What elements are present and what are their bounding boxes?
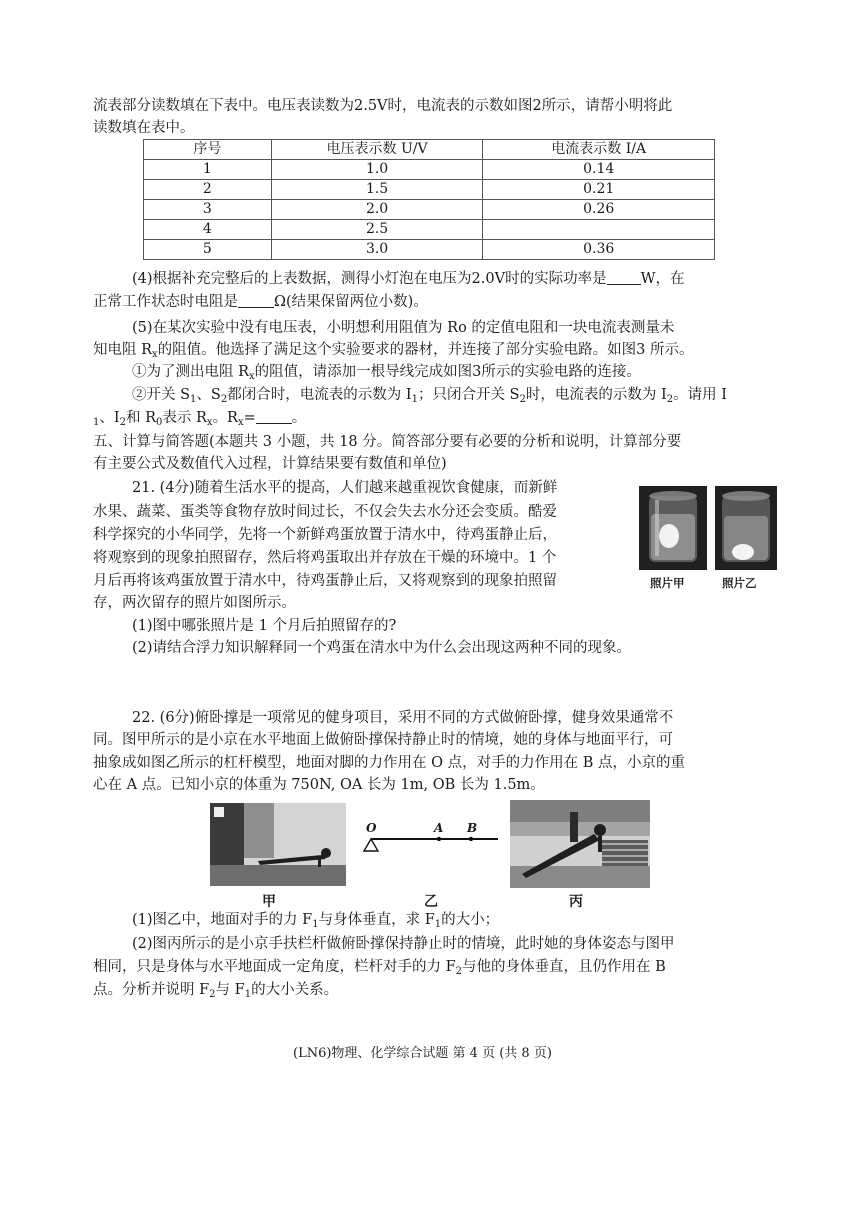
table-cell: 0.14 <box>483 160 715 180</box>
q5-text: ①为了测出电阻 R <box>132 364 250 380</box>
q22-sub-2-line-2 <box>93 957 666 977</box>
q22-line-4: 心在 A 点。已知小京的体重为 750N, OA 长为 1m, OB 长为 1.5m。 <box>93 777 545 793</box>
q22-text: 点。分析并说明 F <box>93 982 210 998</box>
photo-a-caption: 照片甲 <box>650 576 685 590</box>
q5-line-1: (5)在某次实验中没有电压表，小明想利用阻值为 Ro 的定值电阻和一块电流表测量未 <box>132 320 675 336</box>
subscript: 2 <box>519 394 526 405</box>
q22-line-2: 同。图甲所示的是小京在水平地面上做俯卧撑保持静止时的情境，她的身体与地面平行，可 <box>93 732 673 748</box>
subscript: 0 <box>156 417 163 428</box>
q21-sub-2: (2)请结合浮力知识解释同一个鸡蛋在清水中为什么会出现这两种不同的现象。 <box>132 640 632 656</box>
table-cell: 1.0 <box>271 160 483 180</box>
q21-line-5: 月后再将该鸡蛋放置于清水中，待鸡蛋静止后，又将观察到的现象拍照留 <box>93 573 557 589</box>
table-cell: 5 <box>144 240 272 260</box>
pushup-floor-icon <box>210 803 346 886</box>
q5-text: = <box>243 410 256 426</box>
q5-text: 。R <box>212 410 238 426</box>
pushup-rail-icon <box>510 800 650 888</box>
q5-text: 都闭合时，电流表的示数为 I <box>227 387 412 403</box>
q5-text: 的阻值。他选择了满足这个实验要求的器材，并连接了部分实验电路。如图3 所示。 <box>157 342 694 358</box>
q5-line-3 <box>132 362 641 382</box>
answer-blank[interactable] <box>256 409 292 424</box>
q21-line-1: 21. (4分)随着生活水平的提高，人们越来越重视饮食健康，而新鲜 <box>132 480 558 496</box>
figure-jia-caption: 甲 <box>262 894 276 910</box>
section-5-heading-2: 有主要公式及数值代入过程，计算结果要有数值和单位) <box>93 456 447 472</box>
subscript: 1 <box>411 394 418 405</box>
table-header-row <box>144 140 715 160</box>
q5-line-5 <box>93 408 306 428</box>
table-row <box>144 200 715 220</box>
table-header: 电流表示数 I/A <box>483 140 715 160</box>
subscript: x <box>249 371 255 382</box>
figure-bing-caption: 丙 <box>569 894 583 910</box>
q5-text: ；只闭合开关 S <box>417 387 520 403</box>
q5-text: 、I <box>99 410 120 426</box>
table-cell: 3 <box>144 200 272 220</box>
q22-line-1: 22. (6分)俯卧撑是一项常见的健身项目，采用不同的方式做俯卧撑，健身效果通常不 <box>132 710 674 726</box>
subscript: 1 <box>244 989 252 1000</box>
table-cell: 0.36 <box>483 240 715 260</box>
q5-text: 。请用 I <box>673 387 727 403</box>
table-cell: 1 <box>144 160 272 180</box>
table-row <box>144 220 715 240</box>
photo-b-caption: 照片乙 <box>722 576 757 590</box>
table-cell-empty[interactable] <box>483 220 715 240</box>
q22-text: 与 F <box>215 982 245 998</box>
q21-line-3: 科学探究的小华同学，先将一个新鲜鸡蛋放置于清水中，待鸡蛋静止后， <box>93 527 557 543</box>
q5-text: 。 <box>291 410 307 426</box>
q5-text: 表示 R <box>162 410 207 426</box>
answer-blank[interactable] <box>607 270 641 285</box>
q22-text: 的大小； <box>441 912 500 928</box>
q5-text: 时，电流表的示数为 I <box>525 387 667 403</box>
q5-text: 和 R <box>125 410 157 426</box>
q4-text: Ω(结果保留两位小数)。 <box>274 294 428 310</box>
q5-line-2 <box>93 340 694 360</box>
pushup-rail-photo <box>510 800 650 888</box>
table-header: 电压表示数 U/V <box>271 140 483 160</box>
q22-text: 相同，只是身体与水平地面成一定角度，栏杆对手的力 F <box>93 959 456 975</box>
subscript: x <box>206 417 213 428</box>
q4-line-1 <box>132 269 684 289</box>
table-cell: 1.5 <box>271 180 483 200</box>
subscript: x <box>152 349 158 360</box>
lever-model-diagram <box>360 818 500 868</box>
egg-photo-b <box>715 486 777 570</box>
q21-line-2: 水果、蔬菜、蛋类等食物存放时间过长，不仅会失去水分还会变质。酷爱 <box>93 504 557 520</box>
q5-text: 、S <box>196 387 221 403</box>
q5-text: 的阻值，请添加一根导线完成如图3所示的实验电路的连接。 <box>254 364 641 380</box>
q21-sub-1: (1)图中哪张照片是 1 个月后拍照留存的? <box>132 618 397 634</box>
egg-photo-a <box>639 486 707 570</box>
table-cell: 2.0 <box>271 200 483 220</box>
point-a-label: A <box>434 821 444 835</box>
subscript: 1 <box>190 394 197 405</box>
table-cell: 0.21 <box>483 180 715 200</box>
subscript: 2 <box>666 394 674 405</box>
subscript: x <box>237 417 244 428</box>
subscript: 1 <box>312 919 319 930</box>
table-row <box>144 180 715 200</box>
q4-text: 正常工作状态时电阻是 <box>93 294 238 310</box>
q5-line-4 <box>132 385 727 405</box>
q22-text: 与身体垂直，求 F <box>318 912 435 928</box>
table-cell: 0.26 <box>483 200 715 220</box>
table-row <box>144 240 715 260</box>
egg-floating-glass-icon <box>639 486 707 570</box>
q21-line-6: 存，两次留存的照片如图所示。 <box>93 595 296 611</box>
q22-sub-1 <box>132 910 499 930</box>
subscript: 1 <box>434 919 442 930</box>
lever-diagram-icon <box>360 818 500 868</box>
table-cell: 2.5 <box>271 220 483 240</box>
q22-text: 的大小关系。 <box>251 982 339 998</box>
table-cell: 2 <box>144 180 272 200</box>
section-5-heading-1: 五、计算与简答题(本题共 3 小题，共 18 分。简答部分要有必要的分析和说明，计算部分要 <box>93 434 682 450</box>
q22-text: (1)图乙中，地面对手的力 F <box>132 912 313 928</box>
intro-line-2: 读数填在表中。 <box>93 120 195 136</box>
q22-text: 与他的身体垂直，且仍作用在 B <box>462 959 666 975</box>
intro-line-1: 流表部分读数填在下表中。电压表读数为2.5V时，电流表的示数如图2所示，请帮小明将此 <box>93 98 673 114</box>
subscript: 2 <box>209 989 216 1000</box>
q21-line-4: 将观察到的现象拍照留存，然后将鸡蛋取出并存放在干燥的环境中。1 个 <box>93 550 557 566</box>
answer-blank[interactable] <box>238 293 274 308</box>
q5-text: 知电阻 R <box>93 342 153 358</box>
pushup-floor-photo <box>210 803 346 886</box>
subscript: 2 <box>220 394 228 405</box>
q5-text: ②开关 S <box>132 387 191 403</box>
table-row <box>144 160 715 180</box>
page-footer: (LN6)物理、化学综合试题 第 4 页 (共 8 页) <box>293 1046 552 1061</box>
q22-sub-2-line-3 <box>93 980 338 1000</box>
subscript: 1 <box>93 417 100 428</box>
point-b-label: B <box>467 821 478 835</box>
subscript: 2 <box>455 966 463 977</box>
figure-yi-caption: 乙 <box>424 894 438 910</box>
point-o-label: O <box>366 821 377 835</box>
q4-text: W，在 <box>640 271 685 287</box>
q4-text: (4)根据补充完整后的上表数据，测得小灯泡在电压为2.0V时的实际功率是 <box>132 271 607 287</box>
table-cell: 3.0 <box>271 240 483 260</box>
egg-sunken-glass-icon <box>715 486 777 570</box>
table-header: 序号 <box>144 140 272 160</box>
q4-line-2 <box>93 292 428 312</box>
q22-sub-2-line-1: (2)图丙所示的是小京手扶栏杆做俯卧撑保持静止时的情境，此时她的身体姿态与图甲 <box>132 936 675 952</box>
q22-line-3: 抽象成如图乙所示的杠杆模型，地面对脚的力作用在 O 点，对手的力作用在 B 点，小京的重 <box>93 755 685 771</box>
measurement-table <box>143 139 715 260</box>
table-cell: 4 <box>144 220 272 240</box>
subscript: 2 <box>119 417 126 428</box>
